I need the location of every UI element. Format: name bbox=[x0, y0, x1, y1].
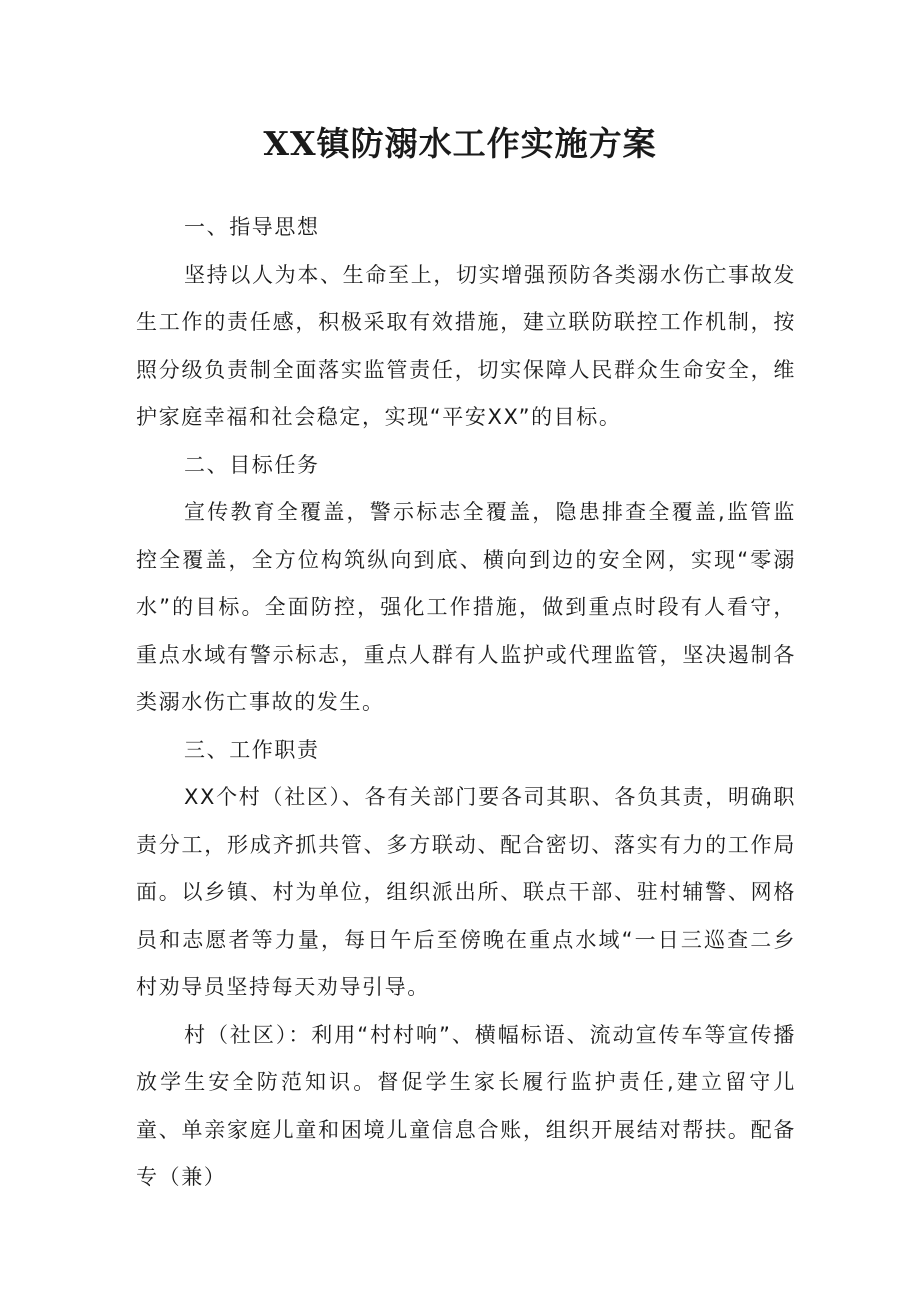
section-heading-goals-tasks: 二、目标任务 bbox=[184, 452, 320, 477]
paragraph-village-community: 村（社区）：利用“村村响”、横幅标语、流动宣传车等宣传播放学生安全防范知识。督促学生家长履行监护责任,建立留守儿童、单亲家庭儿童和困境儿童信息合账，组织开展结对帮扶。配备专（兼） bbox=[136, 1022, 796, 1189]
document-title: XX镇防溺水工作实施方案 bbox=[263, 124, 657, 163]
document-body bbox=[136, 204, 796, 1202]
paragraph-guiding-ideology: 坚持以人为本、生命至上，切实增强预防各类溺水伤亡事故发生工作的责任感，积极采取有效措施，建立联防联控工作机制，按照分级负责制全面落实监管责任，切实保障人民群众生命安全，维护家庭幸福和社会稳定，实现“平安XX”的目标。 bbox=[136, 262, 796, 429]
paragraph-work-duties: XX个村（社区）、各有关部门要各司其职、各负其责，明确职责分工，形成齐抓共管、多方联动、配合密切、落实有力的工作局面。以乡镇、村为单位，组织派出所、联点干部、驻村辅警、网格员和志愿者等力量，每日午后至傍晚在重点水域“一日三巡查二乡村劝导员坚持每天劝导引导。 bbox=[136, 785, 796, 999]
paragraph-goals-tasks: 宣传教育全覆盖，警示标志全覆盖，隐患排查全覆盖,监管监控全覆盖，全方位构筑纵向到底、横向到边的安全网，实现“零溺水”的目标。全面防控，强化工作措施，做到重点时段有人看守，重点水域有警示标志，重点人群有人监护或代理监管，坚决遏制各类溺水伤亡事故的发生。 bbox=[136, 500, 796, 714]
section-heading-work-duties: 三、工作职责 bbox=[184, 737, 320, 762]
section-heading-guiding-ideology: 一、指导思想 bbox=[184, 215, 320, 239]
